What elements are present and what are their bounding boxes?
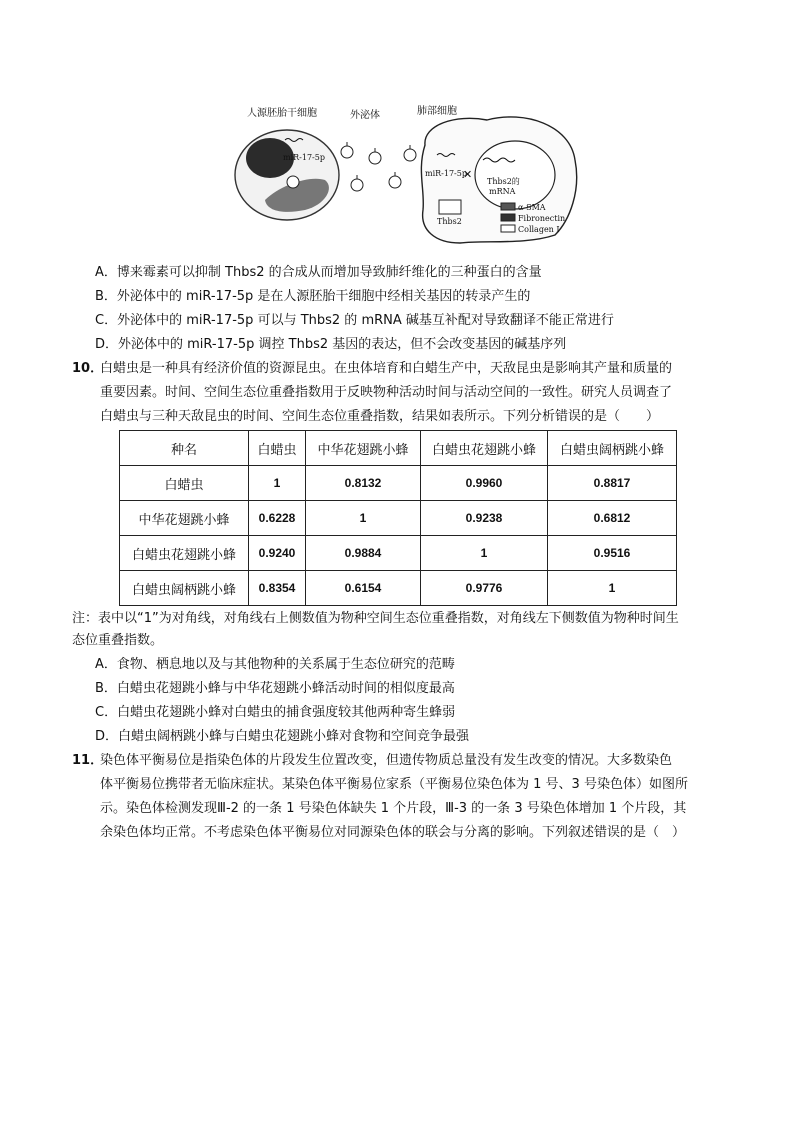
q10-note-line-1: 注：表中以“1”为对角线，对角线右上侧数值为物种空间生态位重叠指数，对角线左下侧数值为物种时间生 bbox=[72, 611, 679, 626]
q11-stem-line-1: 染色体平衡易位是指染色体的片段发生位置改变，但遗传物质总量没有发生改变的情况。大多数染色 bbox=[100, 753, 673, 768]
q10-option-d bbox=[95, 728, 469, 746]
exosome-diagram bbox=[225, 100, 585, 245]
exosome-group bbox=[341, 142, 416, 191]
table-header-cell: 种名 bbox=[120, 431, 249, 466]
label-lung-cell: 肺部细胞 bbox=[417, 106, 457, 117]
thbs2-box bbox=[439, 200, 461, 214]
table-cell: 1 bbox=[548, 571, 677, 606]
table-header-cell: 中华花翅跳小蜂 bbox=[306, 431, 421, 466]
block-mark: ✕ bbox=[463, 168, 473, 181]
table-row bbox=[120, 466, 677, 501]
table-cell: 0.9238 bbox=[421, 501, 548, 536]
table-cell: 1 bbox=[306, 501, 421, 536]
table-cell: 0.9516 bbox=[548, 536, 677, 571]
table-cell: 1 bbox=[421, 536, 548, 571]
label-embryonic-stem-cell: 人源胚胎干细胞 bbox=[247, 108, 317, 119]
legend-fibronectin: Fibronectin bbox=[518, 214, 566, 223]
option-letter: B． bbox=[95, 681, 117, 696]
q9-option-b bbox=[95, 288, 530, 306]
option-letter: C． bbox=[95, 705, 118, 720]
exosome-inside bbox=[287, 176, 299, 188]
q11-stem-line-4: 余染色体均正常。不考虑染色体平衡易位对同源染色体的联会与分离的影响。下列叙述错误的是（ ） bbox=[100, 825, 686, 840]
table-cell: 0.6812 bbox=[548, 501, 677, 536]
option-letter: D． bbox=[95, 337, 119, 352]
table-row-head: 中华花翅跳小蜂 bbox=[120, 501, 249, 536]
table-header-cell: 白蜡虫阔柄跳小蜂 bbox=[548, 431, 677, 466]
option-text: 外泌体中的 miR-17-5p 调控 Thbs2 基因的表达，但不会改变基因的碱基序列 bbox=[118, 337, 567, 352]
table-row bbox=[120, 501, 677, 536]
table-header-cell: 白蜡虫 bbox=[249, 431, 306, 466]
lung-cell-nucleus bbox=[475, 141, 555, 209]
thbs2-label: Thbs2 bbox=[437, 217, 462, 226]
table-header-row bbox=[120, 431, 677, 466]
table-row-head: 白蜡虫花翅跳小蜂 bbox=[120, 536, 249, 571]
q9-option-c bbox=[95, 312, 614, 330]
option-letter: D． bbox=[95, 729, 119, 744]
table-cell: 0.9960 bbox=[421, 466, 548, 501]
option-letter: A． bbox=[95, 657, 117, 672]
table-cell: 1 bbox=[249, 466, 306, 501]
option-letter: A． bbox=[95, 265, 117, 280]
q11-stem-line-2: 体平衡易位携带者无临床症状。某染色体平衡易位家系（平衡易位染色体为 1 号、3 号染色体）如图所 bbox=[100, 777, 688, 792]
option-text: 白蜡虫花翅跳小蜂与中华花翅跳小蜂活动时间的相似度最高 bbox=[116, 681, 455, 696]
q9-option-d bbox=[95, 336, 566, 354]
option-letter: B． bbox=[95, 289, 117, 304]
q10-option-c bbox=[95, 704, 455, 722]
q10-stem-line-1: 白蜡虫是一种具有经济价值的资源昆虫。在虫体培育和白蜡生产中，天敌昆虫是影响其产量和质量的 bbox=[100, 361, 673, 376]
q11-stem-line-3: 示。染色体检测发现Ⅲ-2 的一条 1 号染色体缺失 1 个片段，Ⅲ-3 的一条 3 号染色体增加 1 个片段，其 bbox=[100, 801, 687, 816]
mirna-label-left: miR-17-5p bbox=[283, 153, 325, 162]
option-text: 食物、栖息地以及与其他物种的关系属于生态位研究的范畴 bbox=[116, 657, 455, 672]
table-row bbox=[120, 536, 677, 571]
table-cell: 0.8132 bbox=[306, 466, 421, 501]
table-row bbox=[120, 571, 677, 606]
legend-alpha-sma: α-SMA bbox=[518, 203, 546, 212]
table-cell: 0.9240 bbox=[249, 536, 306, 571]
table-cell: 0.9884 bbox=[306, 536, 421, 571]
thbs2-mrna-label-1: Thbs2的 bbox=[487, 177, 520, 186]
q9-option-a bbox=[95, 264, 542, 282]
mirna-label-right: miR-17-5p bbox=[425, 169, 467, 178]
option-text: 博来霉素可以抑制 Thbs2 的合成从而增加导致肺纤维化的三种蛋白的含量 bbox=[116, 265, 542, 280]
option-text: 白蜡虫阔柄跳小蜂与白蜡虫花翅跳小蜂对食物和空间竞争最强 bbox=[118, 729, 470, 744]
option-text: 外泌体中的 miR-17-5p 可以与 Thbs2 的 mRNA 碱基互补配对导致翻译不能正常进行 bbox=[117, 313, 614, 328]
option-text: 白蜡虫花翅跳小蜂对白蜡虫的捕食强度较其他两种寄生蜂弱 bbox=[117, 705, 456, 720]
table-row-head: 白蜡虫阔柄跳小蜂 bbox=[120, 571, 249, 606]
legend-collagen: Collagen I bbox=[518, 225, 560, 234]
table-cell: 0.8817 bbox=[548, 466, 677, 501]
table-cell: 0.6154 bbox=[306, 571, 421, 606]
table-header-cell: 白蜡虫花翅跳小蜂 bbox=[421, 431, 548, 466]
table-cell: 0.9776 bbox=[421, 571, 548, 606]
q10-number: 10． bbox=[72, 361, 104, 376]
q10-note-line-2: 态位重叠指数。 bbox=[72, 633, 164, 648]
table-cell: 0.6228 bbox=[249, 501, 306, 536]
option-letter: C． bbox=[95, 313, 118, 328]
label-exosome: 外泌体 bbox=[350, 110, 380, 121]
niche-overlap-table bbox=[119, 430, 677, 606]
option-text: 外泌体中的 miR-17-5p 是在人源胚胎干细胞中经相关基因的转录产生的 bbox=[116, 289, 531, 304]
thbs2-mrna-label-2: mRNA bbox=[489, 187, 516, 196]
q10-option-a bbox=[95, 656, 455, 674]
q11-number: 11． bbox=[72, 753, 104, 768]
table-row-head: 白蜡虫 bbox=[120, 466, 249, 501]
q10-option-b bbox=[95, 680, 455, 698]
q10-stem-line-3: 白蜡虫与三种天敌昆虫的时间、空间生态位重叠指数，结果如表所示。下列分析错误的是（ ） bbox=[100, 409, 660, 424]
table-cell: 0.8354 bbox=[249, 571, 306, 606]
q10-stem-line-2: 重要因素。时间、空间生态位重叠指数用于反映物种活动时间与活动空间的一致性。研究人员调查了 bbox=[100, 385, 673, 400]
